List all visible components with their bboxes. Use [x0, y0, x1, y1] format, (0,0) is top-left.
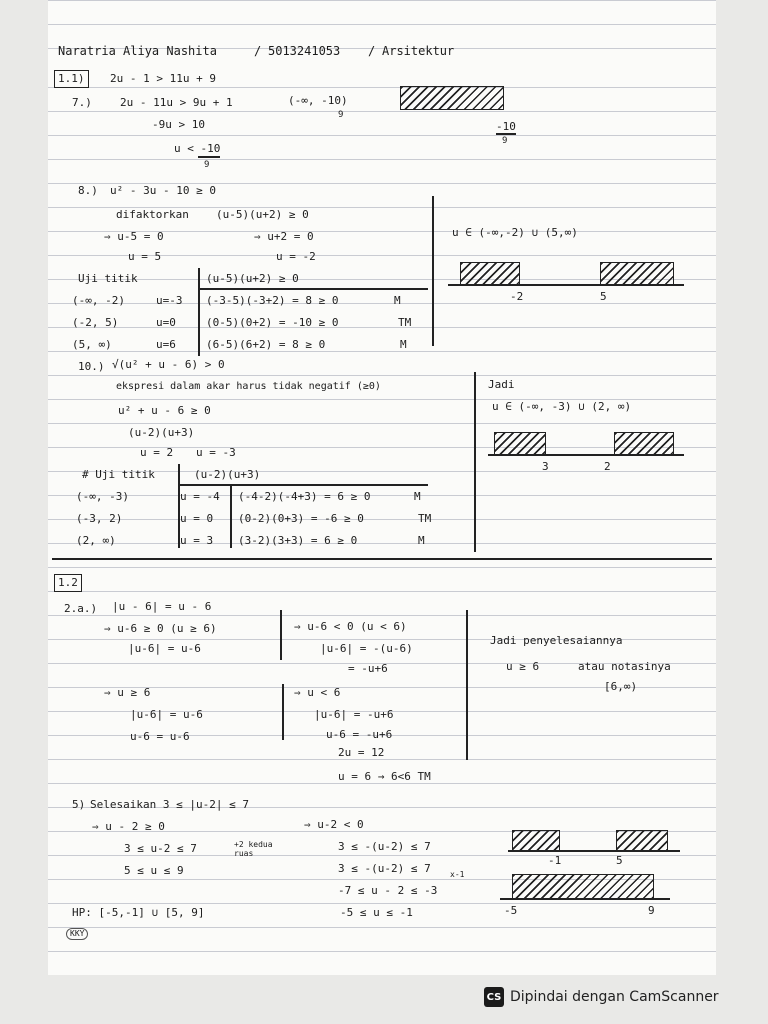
axis-label: 5: [616, 854, 623, 867]
equation-line: (u-5)(u+2) ≥ 0: [216, 208, 309, 221]
equation-line: 2u - 1 > 11u + 9: [110, 72, 216, 85]
table-cell: (2, ∞): [76, 534, 116, 547]
scanned-paper: [48, 0, 716, 975]
table-header: Uji titik: [78, 272, 138, 285]
table-cell: (3-2)(3+3) = 6 ≥ 0: [238, 534, 358, 547]
equation-line: 2u = 12: [338, 746, 385, 759]
equation-line: u < -10: [174, 142, 221, 155]
table-cell-result: M: [418, 534, 425, 547]
solution-answer: u ≥ 6: [506, 660, 540, 673]
table-divider: [198, 268, 200, 356]
separator-line: [466, 610, 468, 760]
problem-number: 10.): [78, 360, 105, 373]
table-divider: [230, 484, 232, 548]
interval-answer: (-∞, -10): [288, 94, 348, 107]
table-divider: [178, 484, 428, 486]
jadi-label: Jadi penyelesaiannya: [490, 634, 623, 647]
table-cell-result: M: [414, 490, 421, 503]
equation-line: u-6 = u-6: [130, 730, 190, 743]
separator-line: [280, 610, 282, 660]
equation-line: u-6 = -u+6: [326, 728, 393, 741]
equation-line: -5 ≤ u ≤ -1: [340, 906, 413, 919]
equation-line: u² + u - 6 ≥ 0: [118, 404, 211, 417]
equation-line: 3 ≤ -(u-2) ≤ 7: [338, 862, 431, 875]
page-stamp: KKY: [66, 928, 88, 940]
problem-number: 8.): [78, 184, 98, 197]
hatched-solution-region: [400, 86, 504, 110]
equation-line: |u - 6| = u - 6: [112, 600, 212, 613]
equation-line: 5 ≤ u ≤ 9: [124, 864, 184, 877]
table-cell: (0-5)(0+2) = -10 ≥ 0: [206, 316, 339, 329]
hatched-solution-region: [616, 830, 668, 852]
equation-line: -7 ≤ u - 2 ≤ -3: [338, 884, 438, 897]
department: Arsitektur: [382, 44, 455, 58]
equation-line: u² - 3u - 10 ≥ 0: [110, 184, 216, 197]
equation-line: (u-2)(u+3): [128, 426, 195, 439]
table-cell: u = 3: [180, 534, 214, 547]
header-separator: /: [254, 44, 262, 58]
table-cell-result: M: [394, 294, 401, 307]
equation-line: ⇒ u < 6: [294, 686, 341, 699]
explanation-note: ekspresi dalam akar harus tidak negatif (≥0): [116, 381, 381, 392]
equation-line: ⇒ u - 2 ≥ 0: [92, 820, 165, 833]
equation-line: u = 2: [140, 446, 174, 459]
equation-line: √(u² + u - 6) > 0: [112, 358, 225, 371]
axis-label: 9: [648, 904, 655, 917]
table-cell: u=6: [156, 338, 176, 351]
equation-line: |u-6| = -u+6: [314, 708, 394, 721]
hatched-solution-region: [600, 262, 674, 286]
solution-notation: [6,∞): [604, 680, 638, 693]
table-cell: (-2, 5): [72, 316, 119, 329]
equation-line: u = -2: [276, 250, 316, 263]
table-divider: [198, 288, 428, 290]
camscanner-logo-icon: CS: [484, 987, 504, 1007]
equation-line: |u-6| = u-6: [130, 708, 203, 721]
hatched-solution-region: [512, 830, 560, 852]
axis-label: -5: [504, 904, 518, 917]
camscanner-watermark: [484, 985, 719, 1009]
equation-line: ⇒ u ≥ 6: [104, 686, 151, 699]
equation-line: |u-6| = u-6: [128, 642, 201, 655]
table-cell: (6-5)(6+2) = 8 ≥ 0: [206, 338, 326, 351]
equation-line: ⇒ u+2 = 0: [254, 230, 314, 243]
table-header: (u-2)(u+3): [194, 468, 261, 481]
equation-line: ⇒ u-6 ≥ 0 (u ≥ 6): [104, 622, 217, 635]
equation-line: ⇒ u-6 < 0 (u < 6): [294, 620, 407, 633]
axis-label: 5: [600, 290, 607, 303]
separator-line: [282, 684, 284, 740]
number-line: [488, 454, 684, 456]
table-cell: (-∞, -2): [72, 294, 125, 307]
table-cell: u=0: [156, 316, 176, 329]
axis-label: 3: [542, 460, 549, 473]
set-answer: u ∈ (-∞,-2) ∪ (5,∞): [452, 226, 578, 239]
equation-line: ⇒ u-2 < 0: [304, 818, 364, 831]
table-header: (u-5)(u+2) ≥ 0: [206, 272, 299, 285]
separator-line: [474, 372, 476, 552]
equation-line: |u-6| = -(u-6): [320, 642, 413, 655]
table-cell: (5, ∞): [72, 338, 112, 351]
fraction-denominator: 9: [502, 136, 508, 146]
table-cell-result: TM: [398, 316, 412, 329]
table-cell: u = -4: [180, 490, 220, 503]
hatched-solution-region: [614, 432, 674, 456]
table-header: # Uji titik: [82, 468, 155, 481]
equation-line: 3 ≤ u-2 ≤ 7: [124, 842, 197, 855]
equation-line: ⇒ u-5 = 0: [104, 230, 164, 243]
table-cell: (-3, 2): [76, 512, 123, 525]
equation-line: Selesaikan 3 ≤ |u-2| ≤ 7: [90, 798, 249, 811]
problem-number: 2.a.): [64, 602, 98, 615]
axis-label: 2: [604, 460, 611, 473]
table-cell-result: TM: [418, 512, 432, 525]
student-id: 5013241053: [268, 44, 341, 58]
section-label-1-1: 1.1): [54, 70, 89, 88]
side-note: +2 kedua ruas: [234, 840, 273, 858]
jadi-label: Jadi: [488, 378, 515, 391]
table-cell: u=-3: [156, 294, 183, 307]
final-answer: HP: [-5,-1] ∪ [5, 9]: [72, 906, 205, 919]
equation-line: u = -3: [196, 446, 236, 459]
side-note: x-1: [450, 870, 465, 879]
table-cell: (-∞, -3): [76, 490, 129, 503]
problem-number: 7.): [72, 96, 92, 109]
equation-line: 2u - 11u > 9u + 1: [120, 96, 233, 109]
watermark-text: Dipindai dengan CamScanner: [510, 989, 719, 1005]
axis-label: -2: [510, 290, 524, 303]
section-label-1-2: 1.2: [54, 574, 82, 592]
equation-label: difaktorkan: [116, 208, 189, 221]
header-separator: /: [368, 44, 376, 58]
hatched-solution-region: [460, 262, 520, 286]
table-cell: (-3-5)(-3+2) = 8 ≥ 0: [206, 294, 339, 307]
table-cell: (0-2)(0+3) = -6 ≥ 0: [238, 512, 364, 525]
axis-label: -10: [496, 120, 516, 133]
equation-line: 3 ≤ -(u-2) ≤ 7: [338, 840, 431, 853]
table-cell: u = 0: [180, 512, 214, 525]
equation-line: u = 5: [128, 250, 162, 263]
table-cell: (-4-2)(-4+3) = 6 ≥ 0: [238, 490, 371, 503]
equation-line: = -u+6: [348, 662, 388, 675]
solution-note: atau notasinya: [578, 660, 671, 673]
equation-line: u = 6 → 6<6 TM: [338, 770, 431, 783]
student-name: Naratria Aliya Nashita: [58, 44, 217, 58]
fraction-denominator: 9: [338, 110, 344, 120]
fraction-denominator: 9: [204, 160, 210, 170]
section-divider: [52, 558, 712, 560]
set-answer: u ∈ (-∞, -3) ∪ (2, ∞): [492, 400, 632, 413]
number-line: [500, 898, 670, 900]
axis-label: -1: [548, 854, 562, 867]
table-cell-result: M: [400, 338, 407, 351]
number-line: [508, 850, 680, 852]
number-line: [448, 284, 684, 286]
equation-line: -9u > 10: [152, 118, 205, 131]
problem-number: 5): [72, 798, 86, 811]
hatched-solution-region: [512, 874, 654, 900]
hatched-solution-region: [494, 432, 546, 456]
separator-line: [432, 196, 434, 346]
